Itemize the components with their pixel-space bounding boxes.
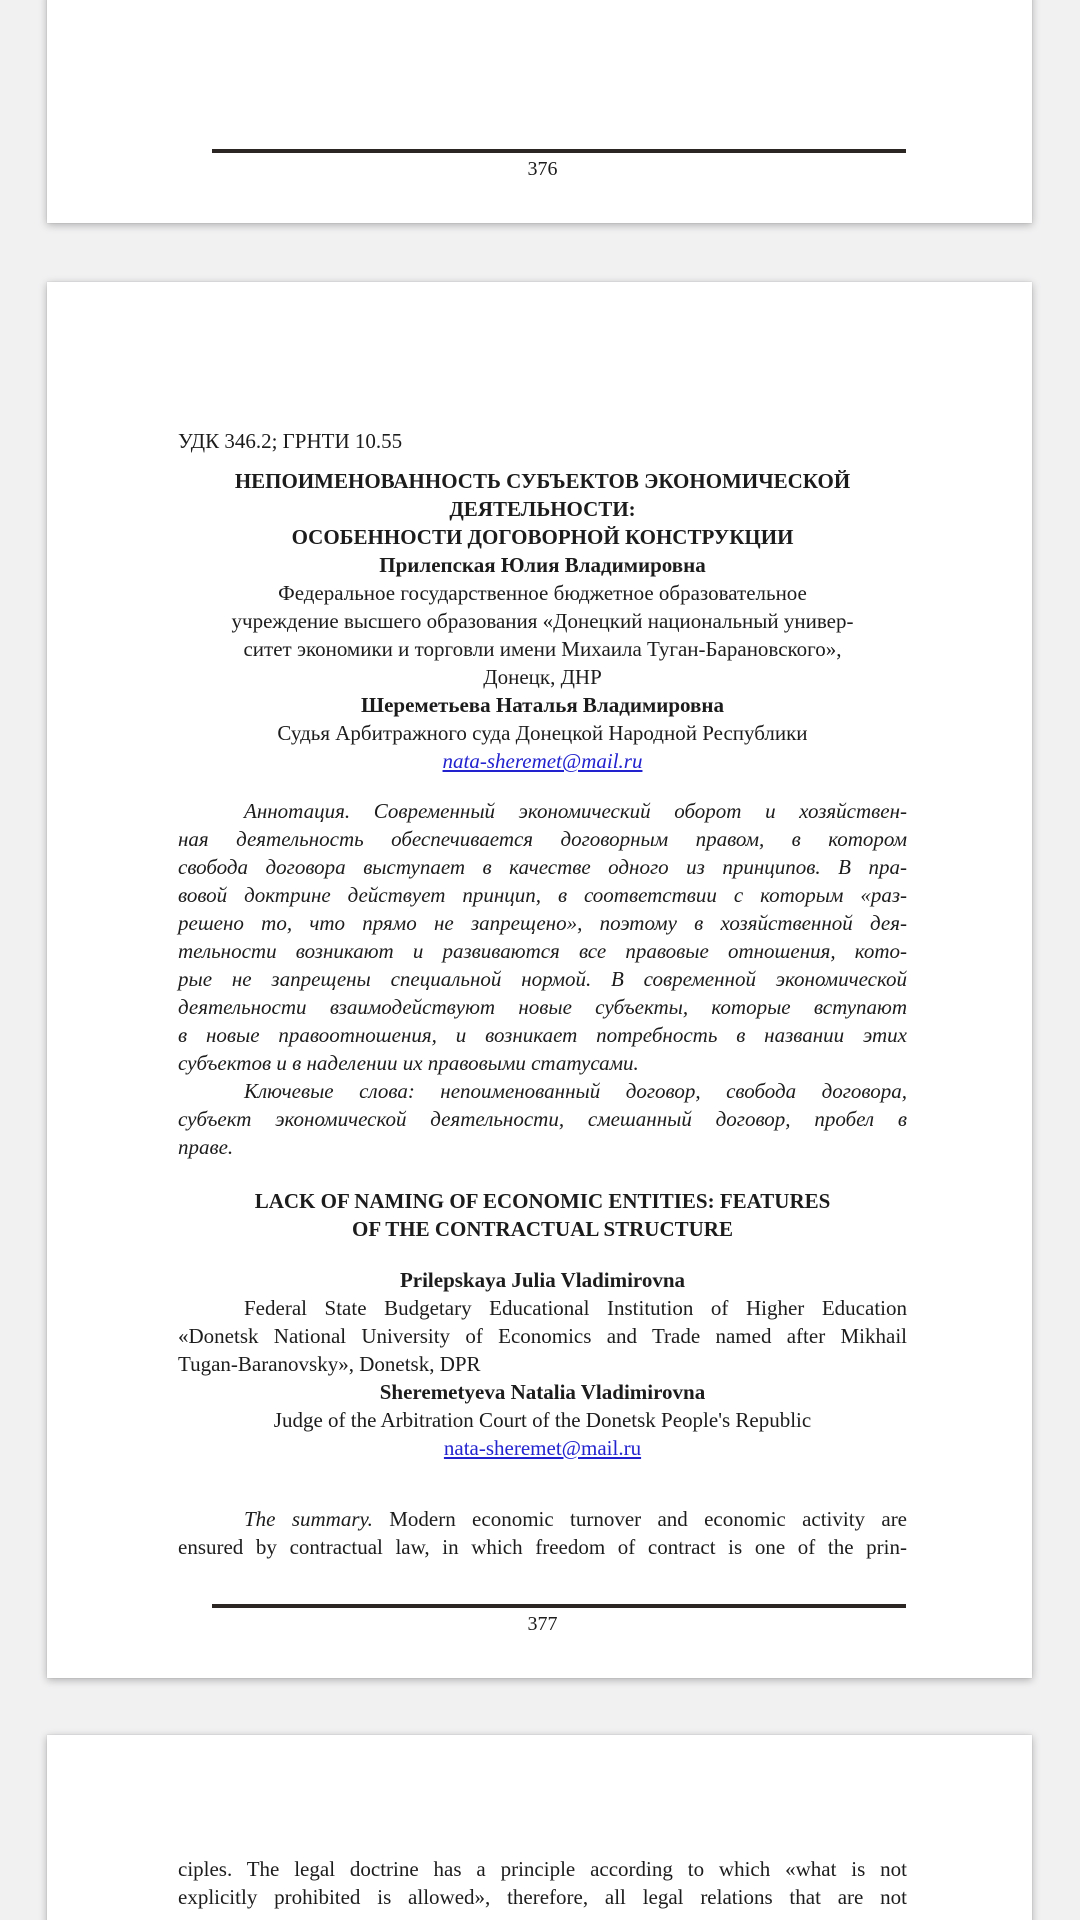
author-name-en-2: Sheremetyeva Natalia Vladimirovna bbox=[379, 1380, 706, 1404]
text-line: ОСОБЕННОСТИ ДОГОВОРНОЙ КОНСТРУКЦИИ bbox=[291, 525, 794, 549]
affiliation-ru bbox=[178, 579, 907, 691]
summary-paragraph-en bbox=[178, 1505, 907, 1561]
email-link[interactable]: nata-sheremet@mail.ru bbox=[443, 1436, 642, 1460]
page-content bbox=[178, 282, 907, 1561]
text-line: ная деятельность обеспечивается договорным правом, в котором bbox=[178, 827, 907, 851]
author-role-ru: Судья Арбитражного суда Донецкой Народной Республики bbox=[277, 721, 808, 745]
text-line: Федеральное государственное бюджетное образовательное bbox=[278, 581, 807, 605]
page-number: 376 bbox=[527, 158, 558, 180]
text-line: Донецк, ДНР bbox=[483, 665, 602, 689]
text-line: субъект экономической деятельности, смешанный договор, пробел в bbox=[178, 1107, 907, 1131]
text-line: НЕПОИМЕНОВАННОСТЬ СУБЪЕКТОВ ЭКОНОМИЧЕСКОЙ bbox=[234, 469, 851, 493]
footer-rule bbox=[212, 1604, 906, 1608]
summary-first-line bbox=[178, 1505, 907, 1533]
body-text-continuation bbox=[178, 1855, 907, 1911]
text-line: тельности возникают и развиваются все правовые отношения, кото- bbox=[178, 939, 907, 963]
email-line-en bbox=[178, 1434, 907, 1462]
text-line: свобода договора выступает в качестве одного из принципов. В пра- bbox=[178, 855, 907, 879]
text-line: LACK OF NAMING OF ECONOMIC ENTITIES: FEATURES bbox=[254, 1189, 831, 1213]
text-line: рые не запрещены специальной нормой. В современной экономической bbox=[178, 967, 907, 991]
page-footer bbox=[178, 1604, 907, 1638]
email-line-ru bbox=[178, 747, 907, 775]
summary-lead-rest: Modern economic turnover and economic activity are bbox=[372, 1507, 908, 1531]
text-line: вовой доктрине действует принцип, в соответствии с которым «раз- bbox=[178, 883, 907, 907]
text-line: explicitly prohibited is allowed», therefore, all legal relations that are not bbox=[178, 1885, 907, 1909]
text-line: деятельности взаимодействуют новые субъекты, которые вступают bbox=[178, 995, 907, 1019]
text-line: Аннотация. Современный экономический оборот и хозяйствен- bbox=[244, 799, 907, 823]
keywords-paragraph-ru bbox=[178, 1077, 907, 1161]
text-line: ДЕЯТЕЛЬНОСТИ: bbox=[449, 497, 636, 521]
page-number: 377 bbox=[527, 1613, 558, 1635]
author-name-ru-2: Шереметьева Наталья Владимировна bbox=[361, 693, 724, 717]
text-line: «Donetsk National University of Economics and Trade named after Mikhail bbox=[178, 1324, 907, 1348]
summary-second-line: ensured by contractual law, in which freedom of contract is one of the prin- bbox=[178, 1535, 907, 1559]
document-page-377 bbox=[47, 282, 1032, 1678]
page-content bbox=[178, 1735, 907, 1911]
text-line: OF THE CONTRACTUAL STRUCTURE bbox=[352, 1217, 733, 1241]
affiliation-en bbox=[178, 1294, 907, 1378]
text-line: в новые правоотношения, и возникает потребность в названии этих bbox=[178, 1023, 907, 1047]
email-link[interactable]: nata-sheremet@mail.ru bbox=[442, 749, 643, 773]
udk-classifier-line: УДК 346.2; ГРНТИ 10.55 bbox=[178, 429, 403, 453]
text-line: праве. bbox=[178, 1135, 234, 1159]
article-title-ru bbox=[178, 467, 907, 551]
text-line: решено то, что прямо не запрещено», поэтому в хозяйственной дея- bbox=[178, 911, 907, 935]
summary-lead-italic: The summary. bbox=[244, 1507, 373, 1531]
text-line: субъектов и в наделении их правовыми статусами. bbox=[178, 1051, 639, 1075]
document-page-376 bbox=[47, 0, 1032, 223]
page-footer bbox=[178, 149, 907, 183]
text-line: ситет экономики и торговли имени Михаила Туган-Барановского», bbox=[243, 637, 842, 661]
article-title-en bbox=[178, 1187, 907, 1243]
text-line: учреждение высшего образования «Донецкий национальный универ- bbox=[231, 609, 854, 633]
author-name-ru-1: Прилепская Юлия Владимировна bbox=[379, 553, 706, 577]
text-line: Tugan-Baranovsky», Donetsk, DPR bbox=[178, 1352, 481, 1376]
author-role-en: Judge of the Arbitration Court of the Donetsk People's Republic bbox=[273, 1408, 812, 1432]
text-line: Ключевые слова: непоименованный договор, свобода договора, bbox=[244, 1079, 907, 1103]
author-name-en-1: Prilepskaya Julia Vladimirovna bbox=[399, 1268, 686, 1292]
text-line: ciples. The legal doctrine has a principle according to which «what is not bbox=[178, 1857, 907, 1881]
footer-rule bbox=[212, 149, 906, 153]
text-line: Federal State Budgetary Educational Institution of Higher Education bbox=[244, 1296, 907, 1320]
document-page-378 bbox=[47, 1735, 1032, 1920]
abstract-paragraph-ru bbox=[178, 797, 907, 1077]
